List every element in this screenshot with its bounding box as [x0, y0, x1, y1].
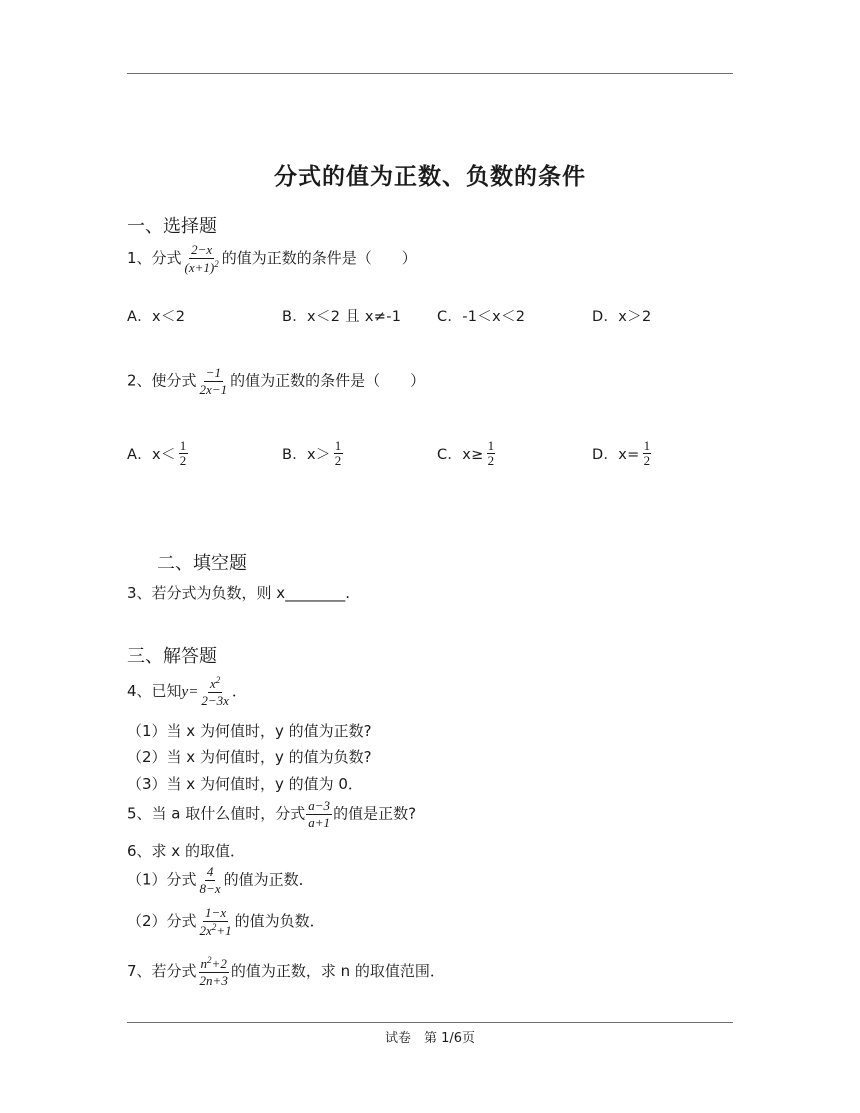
half-denominator: 2 [334, 452, 342, 468]
q2-option-a [127, 438, 188, 476]
q2-option-d-text: D．x= [592, 447, 640, 463]
q2-fraction [198, 366, 230, 396]
q2-option-d-half [643, 439, 652, 467]
q1-numerator: 2−x [191, 242, 213, 257]
q4-sub-3: （3）当 x 为何值时，y 的值为 0． [127, 775, 363, 793]
q2-option-a-half [179, 439, 188, 467]
q2-suffix: 的值为正数的条件是（ ） [230, 371, 426, 390]
q2-option-a-text: A．x＜ [127, 447, 176, 463]
q6-sub2-den-base: 2x [199, 922, 212, 938]
section-heading-fill: 二、填空题 [157, 553, 247, 574]
q1-option-a: A．x＜2 [127, 309, 186, 325]
half-denominator: 2 [179, 452, 187, 468]
q1-option-d: D．x＞2 [592, 309, 652, 325]
page-footer: 试卷 第 1/6页 [384, 1031, 476, 1046]
q4-num-base: x [209, 676, 216, 691]
q2-option-d [592, 438, 651, 476]
q5-prefix: 5、当 a 取什么值时，分式 [127, 804, 306, 823]
q6-sub2-suffix: 的值为负数． [234, 912, 325, 931]
q6-sub2-denominator [198, 922, 234, 938]
q5-fraction [306, 799, 332, 829]
question-1 [127, 243, 417, 274]
half-denominator: 2 [643, 452, 651, 468]
q1-option-c: C．-1＜x＜2 [437, 309, 526, 325]
q2-option-c [437, 438, 495, 476]
half-numerator: 1 [487, 438, 495, 453]
question-7 [127, 956, 445, 987]
q5-suffix: 的值是正数? [333, 804, 417, 823]
q6-sub1-fraction [198, 865, 223, 895]
footer-rule [127, 1022, 733, 1023]
q7-prefix: 7、若分式 [127, 962, 197, 981]
q1-den-exponent: 2 [214, 258, 219, 269]
q1-prefix: 1、分式 [127, 249, 182, 268]
q4-sub-1: （1）当 x 为何值时，y 的值为正数? [127, 722, 372, 740]
q6-sub1-prefix: （1）分式 [127, 870, 197, 889]
q6-sub2-den-tail: +1 [216, 922, 232, 938]
q5-denominator: a+1 [308, 814, 331, 830]
q6-sub2-prefix: （2）分式 [127, 912, 197, 931]
section-heading-choice: 一、选择题 [127, 216, 217, 237]
q1-denominator [183, 259, 221, 275]
question-5 [127, 799, 416, 829]
q4-denominator: 2−3x [201, 692, 229, 708]
q4-fraction [199, 676, 231, 707]
half-denominator: 2 [487, 452, 495, 468]
question-3: 3、若分式为负数，则 x________. [127, 584, 350, 602]
q6-sub1-suffix: 的值为正数． [223, 870, 314, 889]
q6-sub2-fraction [198, 906, 234, 937]
half-numerator: 1 [643, 438, 651, 453]
q2-numerator: −1 [205, 365, 221, 380]
q7-num-base: n [200, 956, 208, 971]
q7-num-tail: +2 [211, 956, 227, 971]
q2-prefix: 2、使分式 [127, 371, 197, 390]
q1-option-b: B．x＜2 且 x≠-1 [282, 309, 402, 325]
q1-fraction [183, 243, 221, 274]
q7-denominator: 2n+3 [199, 972, 228, 988]
header-rule [127, 73, 733, 74]
half-numerator: 1 [179, 438, 187, 453]
q6-sub1-denominator: 8−x [199, 880, 221, 896]
q7-num-exponent: 2 [207, 955, 212, 965]
q7-fraction [198, 956, 230, 987]
question-2 [127, 366, 425, 396]
q4-num-exponent: 2 [215, 675, 221, 685]
question-4 [127, 676, 247, 707]
q5-numerator: a−3 [308, 798, 331, 813]
q4-lhs: y= [181, 684, 199, 701]
q2-denominator: 2x−1 [199, 381, 228, 397]
q4-numerator [208, 676, 222, 693]
q4-suffix: ． [231, 682, 247, 701]
section-heading-answer: 三、解答题 [127, 646, 217, 667]
question-6: 6、求 x 的取值． [127, 842, 245, 860]
q6-sub2-numerator: 1−x [205, 905, 227, 920]
q1-den-base: (x+1) [184, 259, 215, 275]
q2-option-b-half [334, 439, 343, 467]
q2-option-c-half [487, 439, 496, 467]
q4-sub-2: （2）当 x 为何值时，y 的值为负数? [127, 748, 372, 766]
q6-sub-1 [127, 865, 314, 895]
q4-prefix: 4、已知 [127, 682, 182, 701]
q7-numerator [199, 956, 229, 973]
q6-sub2-den-exponent: 2 [211, 921, 217, 932]
q2-option-b [282, 438, 343, 476]
q6-sub1-numerator: 4 [206, 864, 214, 879]
q7-suffix: 的值为正数，求 n 的取值范围． [230, 962, 445, 981]
page-title: 分式的值为正数、负数的条件 [274, 164, 586, 190]
q2-option-c-text: C．x≥ [437, 447, 484, 463]
half-numerator: 1 [334, 438, 342, 453]
q6-sub-2 [127, 906, 325, 937]
q1-suffix: 的值为正数的条件是（ ） [221, 249, 417, 268]
q2-option-b-text: B．x＞ [282, 447, 331, 463]
